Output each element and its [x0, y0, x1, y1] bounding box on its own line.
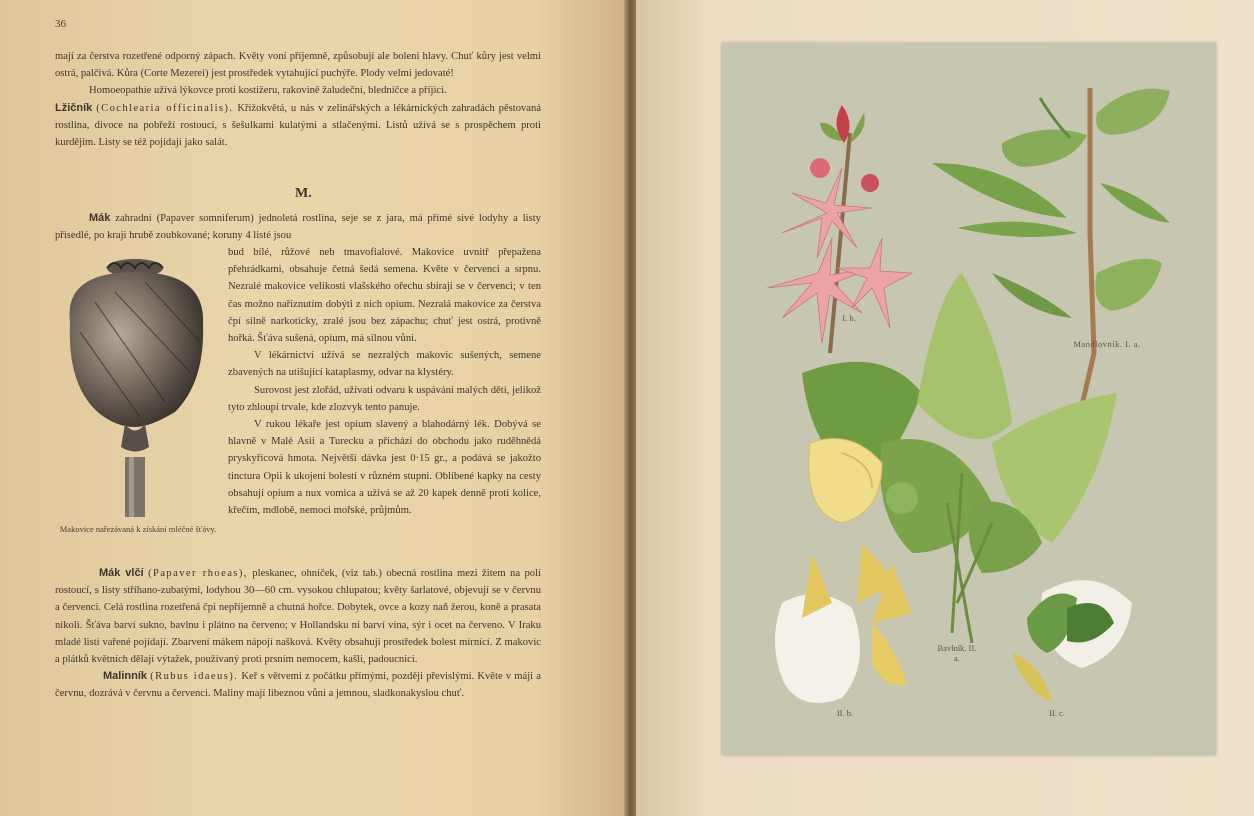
- entry-malinnik: [55, 668, 541, 702]
- entry-title-mak-vlci: Mák vlčí: [99, 567, 144, 579]
- latin-name-mak-vlci: (Papaver rhoeas),: [148, 568, 248, 579]
- entry-text-mak-vlci: pleskanec, ohníček, (viz tab.) obecná rostlina mezi žitem na polí rostoucí, s listy stříhano-zubatými, lodyhou 30—60 cm. vysokou chlupatou; květy šarlatové, objevují se v červnu a červenci. Celá rostlina rozetřená čpí nepříjemně a chutná hořce. Dobytek, ovce a kozy naň žerou, koně a prasata nikoli. Šťáva barví sukno, bavlnu i plátno na červeno; v Hollandsku ní barví vína, sýr i ocet na červeno. V Iraku mladé listí vařené pojídají. Zbarvení mákem nápojí našková. Květy obsahují prostředek bolest mírnící. Z makovic a plátků květních dělají výtažek, používaný proti prsním nemocem, kašli, padoucnici.: [55, 568, 541, 666]
- cotton-plant-illustration: [775, 273, 1132, 703]
- botanical-plate: [722, 43, 1216, 755]
- entry-title-mak: Mák: [89, 212, 111, 224]
- plate-label-mandlovnik: Mandlovník. I. a.: [1073, 339, 1141, 349]
- entry-mak-vlci: [55, 565, 541, 668]
- entry-text-lzicnik: Křižokvětá, u nás v zelinářských a lékárnických zahradách pěstovaná rostlina, divoce na pobřeží rostoucí, s šešulkami kulatými a stlačenými. Listů užívá se s prospěchem proti kurdějím. Listy se též pojídají jako salát.: [55, 102, 542, 149]
- text-block-top: [55, 48, 541, 151]
- plate-label-1b: I. b.: [842, 313, 856, 323]
- poppy-capsule-illustration: [55, 252, 215, 552]
- latin-name-lzicnik: (Cochlearia officinalis).: [96, 102, 234, 114]
- entry-title-malinnik: Malinník: [103, 670, 148, 683]
- paragraph-lykovec: mají za čerstva rozetřené odporný zápach. Květy voní příjemně, způsobují ale bolení hlavy. Chuť kůry jest velmi ostrá, palčivá. Kůra (Corte Mezerei) jest prostředek vytahující puchýře. Plody velmi jedovaté!: [55, 51, 541, 80]
- text-block-bottom: [55, 565, 541, 703]
- paragraph-homoeopathie: Homoeopathie užívá lýkovce proti kostižeru, rakovině žaludeční, bledničce a příjici.: [89, 85, 447, 97]
- entry-text-mak-intro: zahradní (Papaver somniferum) jednoletá rostlina, seje se z jara, má přímé sivé lodyhy a listy přisedlé, po kraji hrubě zoubkované; koruny 4 listé jsou: [55, 213, 541, 242]
- plate-label-2b: II. b.: [836, 708, 854, 718]
- text-column-wrap: [228, 244, 541, 519]
- paragraph-surovost: Surovost jest zlořád, užívati odvaru k uspávání malých dětí, jelikož tyto zhloupí trvale, kde zlozvyk tento panuje.: [228, 384, 541, 413]
- page-number: 36: [55, 18, 66, 30]
- entry-text-malinnik: Keř s větvemi z počátku přímými, později převislými. Květe v máji a červnu, dozrává v červnu a červenci. Maliny mají libeznou vůni a jemnou, sladkonakyslou chuť.: [55, 671, 541, 700]
- plate-label-2c: II. c.: [1049, 708, 1065, 718]
- paragraph-opium: V rukou lékaře jest opium slavený a blahodárný lék. Dobývá se hlavně v Malé Asii a Turecku a přichází do obchodu jako ruděhnědá pryskyřicová hmota. Největší dávka jest 0·15 gr., a podává se jakožto tinctura Opii k ukojení bolestí v různém stupni. Oblíbené kapky na cesty obsahují opium a nux vomica a užívá se až 20 kapek denně proti kolice, křečím, mdlobě, nemoci mořské, průjmům.: [228, 419, 541, 517]
- section-letter: M.: [295, 186, 312, 201]
- latin-name-malinnik: (Rubus idaeus).: [150, 671, 239, 683]
- entry-mak-intro: [55, 210, 541, 244]
- plate-label-bavlnik: Bavlník. II. a.: [937, 643, 977, 663]
- figure-caption: Makovice nařezávaná k získání mléčné šťávy.: [59, 524, 217, 534]
- paragraph-lekarnictvi: V lékárnictví užívá se nezralých makovic sušených, semene zbavených na utišující kataplasmy, odvar na klystéry.: [228, 350, 541, 379]
- entry-lzicnik: [55, 100, 541, 152]
- entry-title-lzicnik: Lžičník: [55, 101, 93, 114]
- paragraph-makovice: bud bílé, růžové neb tmavofialové. Makovice uvnitř přepažena přehrádkami, obsahuje četná šedá semena. Květe v červenci a srpnu. Nezralé makovice velikosti vlašského ořechu sbírají se v červenci; v ten čas možno naříznutím dobýti z nich opium. Nezralá makovice za čerstva čpí silně narkoticky, zralé jsou bez zápachu; chuť jest ostrá, protivně hořká. Šťáva sušená, opium, má silnou vůni.: [228, 247, 541, 345]
